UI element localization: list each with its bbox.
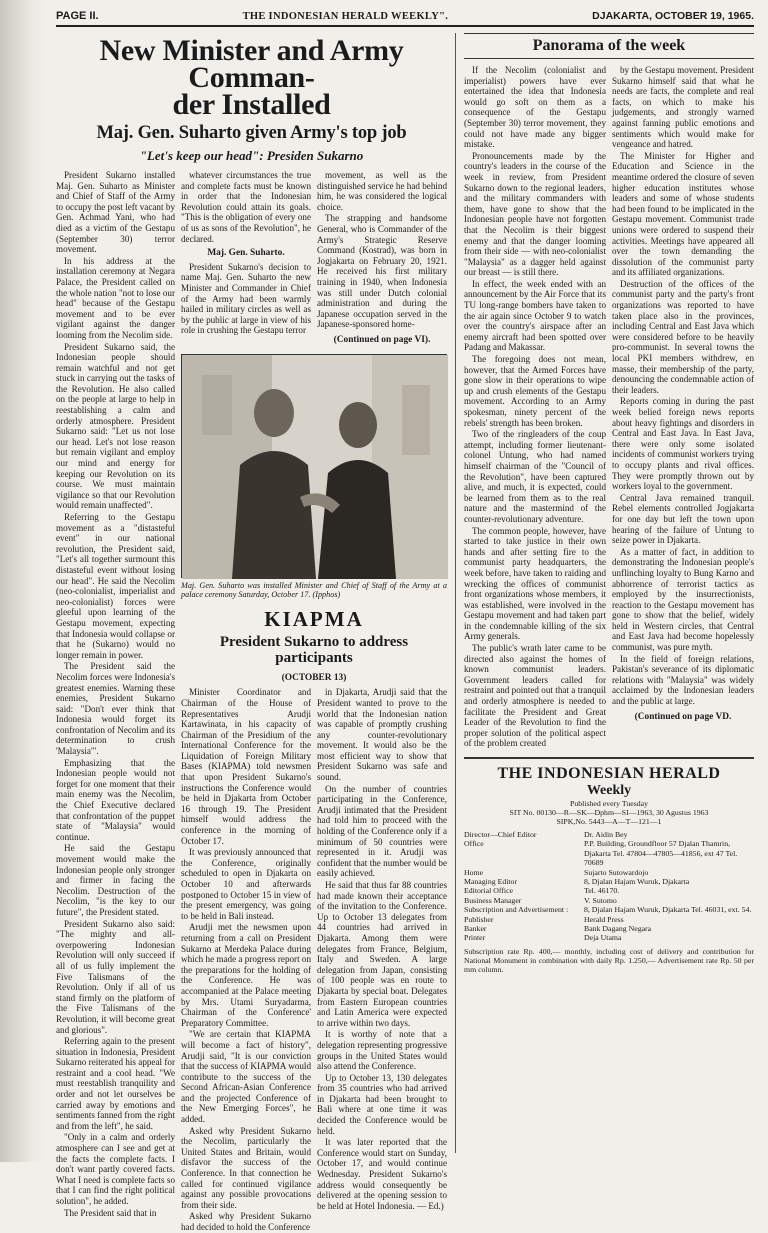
panorama-paragraph: Destruction of the offices of the communist party and the party's front organizations was reported to have taken place also in the provinces, including Central and East Java which were considered before to be heavily pro-communist. In several towns the local PKI members withdrew, en masse, their membership of the party, denouncing the condemnable action of their leaders. [612,278,754,395]
panorama-paragraph: In effect, the week ended with an announcement by the Air Force that its TU long-range bombers have taken to the air again since October 9 to watch over the country's airspace after an enemy aircraft had been spotted over Padang and Makassar. [464,278,606,353]
lead-continued-note: (Continued on page VI). [333,334,431,345]
panorama-column-1 [464,65,606,749]
staff-row [464,915,754,924]
kiapma-subhead: President Sukarno to address participants [219,634,409,667]
herald-rates: Subscription rate Rp. 400,— monthly, including cost of delivery and contribution for National Monument in combination with daily Rp. 1.250,— Advertisement rate Rp. 50 per mm column. [464,946,754,975]
panorama-paragraph: The foregoing does not mean, however, that the Armed Forces have gone slow in their operations to wipe up and crush elements of the Gestapu movement. According to an Army spokesman, ninety percent of the rebels' strength has been broken. [464,354,606,428]
lead-paragraph: President Sukarno said, the Indonesian people should remain watchful and not get stuck in carrying out the tasks of the Revolution. He also called on the people at large to help in reestablishing a calm and orderly atmosphere. President Sukarno said: "Let us not lose our head. Let's not lose reason but remain vigilant and employ our mind and energy for keeping our Revolution on its course. We must maintain vigilance so that our Revolution would remain unaffected". [56,341,175,511]
staff-value: Dr. Aidin Bey [584,830,628,839]
kiapma-paragraph: Arudji met the newsmen upon returning from a call on President Sukarno at Merdeka Palace during which he made a progress report on the preparations for the holding of the Conference. He was accompanied at the Palace meeting by Mrs. Utami Suryadarma, Chairman of the Conference' Preparatory Committee. [181,922,311,1028]
lead-paragraph: He said the Gestapu movement would make the Indonesian people only stronger and firmer in facing the Necolim. Destruction of the Necolim, "is the key to our future", the President stated. [56,843,175,917]
panorama-paragraph: Central Java remained tranquil. Rebel elements controlled Jogjakarta for one day but left the town upon hearing of the failure of Untung to seize power in Djakarta. [612,492,754,546]
page-columns [56,33,754,1232]
lead-paragraph: movement, as well as the distinguished service he had behind him, he was considered the logical choice. [317,170,447,212]
panorama-paragraph: Pronouncements made by the country's leaders in the course of the week in review, from President Sukarno down to the regional leaders, and the military commanders with them, have gone to show that the Indonesian people have not forgotten that the Necolim is their biggest enemy and that the danger looming from their side — with neo-colonialist "Malaysia" as a dagger held against our breast — is still there. [464,150,606,278]
lead-paragraph: President Sukarno installed Maj. Gen. Suharto as Minister and Chief of Staff of the Army to occupy the post left vacant by Gen. Achmad Yani, who had died as a victim of the Gestapu (September 30) terror movement. [56,170,175,255]
lead-text-row [56,170,447,1233]
panorama-paragraph: If the Necolim (colonialist and imperialist) powers have ever entertained the idea that Indonesia would go soft on them as a consequence of the Gestapu (September 30) terror movement, they could not have made any bigger mistake. [464,65,606,150]
photo-illustration [182,355,448,579]
panorama-paragraph: Two of the ringleaders of the coup attempt, including former lieutenant-colonel Untung, who had named himself chairman of the "Council of the Revolution", have been captured alive, and much, it is expected, could be learned from them as to the real nature and the mastermind of the counter-revolutionary adventure. [464,429,606,524]
kiapma-paragraph: Asked why President Sukarno had decided to hold the Conference [181,1211,311,1232]
lead-column-1 [56,170,175,1233]
lead-column-3 [317,170,447,346]
panorama-paragraph: As a matter of fact, in addition to demonstrating the Indonesian people's unflinching loyalty to Bung Karno and abhorrence of terrorist tactics as employed by the insurrectionists, reaction to the Gestapu movement has gone to show that the belief, widely held in Western circles, that Central and East Java had become hopelessly communist, was pure myth. [612,546,754,653]
lead-inner-columns [181,170,447,346]
lead-headline-line-1: New Minister and Army Comman- [99,34,404,94]
herald-sit: SIT No. 00130—R—SK—Dphm—SI—1963, 30 Agustus 1963 [509,808,709,817]
lead-paragraph: "Only in a calm and orderly atmosphere can I see and get at the facts the complete facts. I don't want partly covered facts. What I need is complete facts so that I can find the right political solution", he added. [56,1132,175,1206]
staff-row [464,868,754,877]
staff-value: P.P. Building, Groundfloor 57 Djalan Thamrin, Djakarta Tel. 47804—47805—41856, ext 47 Tel. 70689 [584,839,738,868]
herald-name: THE INDONESIAN HERALD [497,765,721,782]
kiapma-paragraph: Minister Coordinator and Chairman of the House of Representatives Arudji Kartawinata, in his capacity of Chairman of the Presidium of the International Conference for the Liquidation of Foreign Military Bases (KIAPMA) told newsmen that upon President Sukarno's instructions the Conference would be held in Djakarta from October 16 through 19. The President himself would address the conference in the morning of October 17. [181,687,311,846]
staff-role: Printer [464,933,486,943]
staff-value: Sujarto Sutowardojo [584,867,649,877]
lead-paragraph: Referring to the Gestapu movement as a "distasteful event" in our national revolution, the President said, "Let's all together surmount this distasteful event without losing our head". He said the Necolim (neo-colonialist, imperialist and neo-colonialist) forces were gleeful upon learning of the Gestapu movement, expecting that Indonesia would collapse or that he (Sukarno) would no longer remain in power. [56,512,175,660]
panorama-paragraph: Reports coming in during the past week belied foreign news reports about heavy fightings and disorders in Central and East Java. In East Java, there were only some isolated incidents of communist workers trying to occupy plants and rival offices. They were promptly thrown out by workers loyal to the government. [612,396,754,492]
kiapma-dateline: (OCTOBER 13) [281,673,347,684]
lead-right-span [181,170,447,1233]
staff-role: Director—Chief Editor [464,830,537,839]
staff-value: V. Sutomo [584,895,617,905]
staff-value: Deja Utama [584,933,622,943]
page-edge-shadow [0,0,44,1162]
herald-sipk: SIPK,No. 5443—A—T—121—1 [556,817,662,826]
kiapma-paragraph: Asked why President Sukarno the Necolim, particularly the United States and Britain, would disfavor the success of the Conference. In that connection he called for continued vigilance against any possible provocations from their side. [181,1125,311,1210]
kiapma-paragraph: He said that thus far 88 countries had made known their acceptance of the invitation to the Conference. Up to October 13 delegates from 44 countries had arrived in Djakarta. Among them were delegates from France, Belgium, Italy and Sweden. A large delegation from Japan, consisting of 100 people was en route to Djakarta by special boat. Delegates from Eastern European countries and Latin America were expected to arrive within two days. [317,880,447,1028]
staff-role: Banker [464,924,487,934]
herald-weekly: Weekly [586,783,632,798]
lead-paragraph: Referring again to the present situation in Indonesia, President Sukarno reiterated his appeal for restraint and a cool head. "We must reestablish tranquility and order and not let ourselves be carried away by emotions and sentiments fanned from the right and from the left", he said. [56,1036,175,1131]
kiapma-paragraph: It was previously announced that the Conference, originally scheduled to open in Djakarta on October 10 and afterwards postponed to October 15 in view of the present emergency, was going to be held in Bali instead. [181,847,311,921]
staff-row [464,877,754,886]
staff-role: Managing Editor [464,877,518,887]
suharto-installation-photo [181,354,447,578]
staff-value: Herald Press [584,914,624,924]
panorama-block [456,33,754,1153]
lead-paragraph: whatever circumstances the true and complete facts must be known in order that the Indonesian Revolution could attain its goals. "This is the obligation of every one of us as sons of the Revolution", he declared. [181,170,311,244]
panorama-column-2 [612,65,754,749]
kiapma-paragraph: "We are certain that KIAPMA will become a fact of history", Arudji said, "It is our conviction that the success of KIAPMA would contribute to the success of the Second African-Asian Conference and the projected Conference of the New Emerging Forces", he added. [181,1029,311,1125]
kiapma-headline: KIAPMA [264,607,364,632]
kiapma-paragraph: On the number of countries participating in the Conference, Arudji intimated that the President had told him to proceed with the holding of the Conference only if a minimum of 50 countries were represented in it. Arudji was confident that the number would be easily achieved. [317,783,447,879]
staff-value: Tel. 46170. [584,886,620,896]
paper-name: THE INDONESIAN HERALD WEEKLY". [242,11,449,22]
kiapma-columns [181,687,447,1232]
panorama-paragraph: The Minister for Higher and Education and Science in the meantime ordered the closure of seven higher education institutes whose leaders and some of whose students had been found to be implicated in the Gestapu movement. Communist trade unions were ordered to suspend their activities. Meetings have appeared all over the town demanding the dissolution of the communist party and its affiliated organizations. [612,150,754,278]
lead-kicker: "Let's keep our head": Presiden Sukarno [139,148,364,163]
herald-staff-list [464,830,754,943]
staff-role: Publisher [464,914,494,924]
lead-story-block [56,33,456,1232]
staff-row [464,905,754,914]
lead-column-2 [181,170,311,346]
panorama-paragraph: The common people, however, have started to take justice in their own hands and after setting fire to the communist party headquarters, the week before, have taken to raiding and wrecking the offices of communist front organizations whose members, it was established, were involved in the Gestapu movement and had taken part in the condemnable killing of the six Army generals. [464,525,606,642]
lead-headline [56,34,447,121]
panorama-continued-note: (Continued on page VD. [634,711,732,722]
staff-row [464,933,754,942]
lead-paragraph: The President said that in [64,1207,157,1218]
staff-row [464,886,754,895]
lead-subhead: Maj. Gen. Suharto given Army's top job [96,123,407,143]
page-number: PAGE II. [56,10,99,22]
staff-role: Office [464,839,484,849]
staff-row [464,830,754,839]
kiapma-paragraph: in Djakarta, Arudji said that the President wanted to prove to the world that the Indonesian nation was capable of promptly crushing any counter-revolutionary movement. It would also be the most efficient way to show that President Sukarno was safe and sound. [317,687,447,783]
staff-role: Subscription and Advertisement : [464,905,569,915]
kiapma-paragraph: It was later reported that the Conference would start on Sunday, October 17, and would continue Wednesday. President Sukarno's address would consequently be delivered at the opening session to be held at Hotel Indonesia. — Ed.) [317,1137,447,1211]
kiapma-column-1 [181,687,311,1232]
staff-row [464,839,754,867]
panorama-columns [464,65,754,749]
lead-headline-line-2: der Installed [172,88,331,121]
lead-paragraph: President Sukarno's decision to name Maj. Gen. Suharto the new Minister and Commander in Chief of the Army had been warmly hailed in military circles as well as by the public at large in view of his role in crushing the Gestapu terror [181,261,311,336]
lead-paragraph: The President said the Necolim forces were Indonesia's greatest enemies. Warning these enemies, President Sukarno said: "Don't ever think that Indonesia would forget its confrontation of Necolim and its determination to crush 'Malaysia'". [56,661,175,757]
lead-paragraph: The strapping and handsome General, who is Commander of the Army's Strategic Reserve Command (Kostrad), was born in Jogjakarta on February 20, 1921. He received his first military training in 1940, when Indonesia was still under Dutch colonial administration and during the Japanese occupation served in the Japanese-sponsored home- [317,213,447,330]
staff-row [464,924,754,933]
staff-value: 8, Djalan Hajam Wuruk, Djakarta Tel. 46031, ext. 54. [584,905,752,915]
panorama-title: Panorama of the week [464,33,754,59]
suharto-subheading: Maj. Gen. Suharto. [207,248,285,259]
lead-paragraph: Emphasizing that the Indonesian people would not forget for one moment that their main enemy was the Necolim, the Chief Executive declared that confrontation of the puppet state of "Malaysia" would continue. [56,757,175,842]
panorama-paragraph: by the Gestapu movement. President Sukarno himself said that what he needs are facts, the complete and real facts, on which to make his judgements, and strongly warned against fanning public emotions and sentiments which would make for vengeance and hatred. [612,65,754,150]
herald-published: Published every Tuesday [570,799,648,808]
page-masthead [56,4,754,27]
staff-role: Home [464,867,484,877]
lead-paragraph: President Sukarno also said: "The mighty and all-overpowering Indonesian Revolution will only succeed if all of us fully implement the Five Talismans of the Revolution. Only if all of us stand firmly on the platform of the Five Talismans of the Revolution, it will become great and glorious". [56,918,175,1035]
panorama-paragraph: In the field of foreign relations, Pakistan's severance of its diplomatic relations with "Malaysia" was widely acclaimed by the Indonesian leaders and the public at large. [612,653,754,707]
kiapma-paragraph: Up to October 13, 130 delegates from 35 countries who had arrived in Djakarta had been brought to Bali where at one time it was decided the Conference would be held. [317,1072,447,1136]
staff-role: Business Manager [464,895,522,905]
panorama-paragraph: The public's wrath later came to be directed also against the homes of known communist leaders. Government leaders called for restraint and pointed out that a tranquil and orderly atmosphere is needed to facilitate the President and Great Leader of the Revolution to find the proper solution of the political aspect of the problem created [464,643,606,749]
herald-imprint-box [464,757,754,974]
photo-caption: Maj. Gen. Suharto was installed Minister and Chief of Staff of the Army at a palace ceremony Saturday, October 17. (Ipphos) [181,580,447,599]
lead-paragraph: In his address at the installation ceremony at Negara Palace, the President called on the whole nation "not to lose our head" because of the Gestapu movement and to be ever vigilant against the danger looming from the Necolim side. [56,255,175,340]
staff-value: Bank Dagang Negara [584,924,652,934]
staff-row [464,896,754,905]
staff-role: Editorial Office [464,886,514,896]
kiapma-paragraph: It is worthy of note that a delegation representing progressive groups in the United States would also attend the Conference. [317,1029,447,1072]
kiapma-column-2 [317,687,447,1232]
staff-value: 8, Djalan Hajam Wuruk, Djakarta [584,877,690,887]
issue-date: DJAKARTA, OCTOBER 19, 1965. [592,10,754,22]
